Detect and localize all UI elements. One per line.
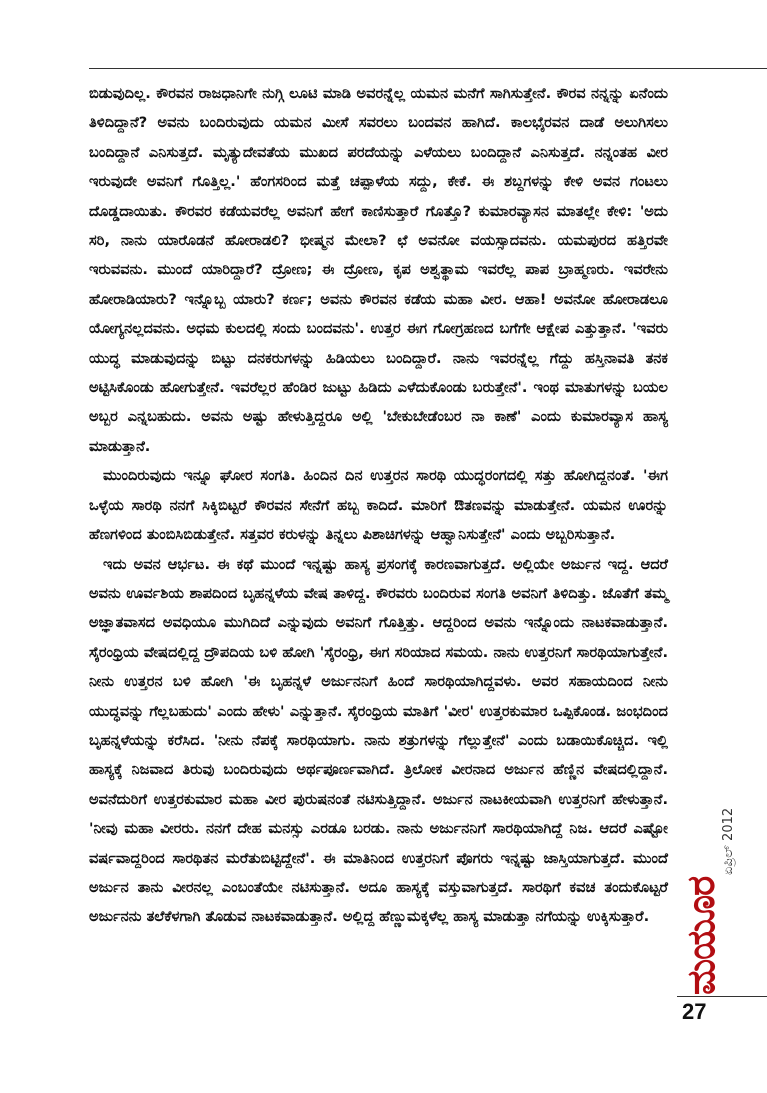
issue-date: ಏಪ್ರಿಲ್ 2012 [721, 807, 736, 875]
folio-rule [677, 996, 767, 997]
article-paragraph-2: ಮುಂದಿರುವುದು ಇನ್ನೂ ಘೋರ ಸಂಗತಿ. ಹಿಂದಿನ ದಿನ ಉತ್ತರನ ಸಾರಥಿ ಯುದ್ಧರಂಗದಲ್ಲಿ ಸತ್ತು ಹೋಗಿದ್ದನಂತೆ. 'ಈಗ ಒಳ್ಳೆಯ ಸಾರಥಿ ನನಗೆ ಸಿಕ್ಕಿಬಿಟ್ಟರೆ ಕೌರವನ ಸೇನೆಗೆ ಹಬ್ಬ ಕಾದಿದೆ. ಮಾರಿಗೆ ಔತಣವನ್ನು ಮಾಡುತ್ತೇನೆ. ಯಮನ ಊರನ್ನು ಹೆಣಗಳಿಂದ ತುಂಬಿಸಿಬಿಡುತ್ತೇನೆ. ಸತ್ತವರ ಕರುಳನ್ನು ತಿನ್ನಲು ಪಿಶಾಚಿಗಳನ್ನು ಆಹ್ವಾನಿಸುತ್ತೇನೆ' ಎಂದು ಅಬ್ಬರಿಸುತ್ತಾನೆ. [89, 467, 668, 544]
article-paragraph-1: ಬಿಡುವುದಿಲ್ಲ. ಕೌರವನ ರಾಜಧಾನಿಗೇ ನುಗ್ಗಿ ಲೂಟಿ ಮಾಡಿ ಅವರನ್ನೆಲ್ಲ ಯಮನ ಮನೆಗೆ ಸಾಗಿಸುತ್ತೇನೆ. ಕೌರವ ನನ್ನನ್ನು ಏನೆಂದು ತಿಳಿದಿದ್ದಾನೆ? ಅವನು ಬಂದಿರುವುದು ಯಮನ ಮೀಸೆ ಸವರಲು ಬಂದವನ ಹಾಗಿದೆ. ಕಾಲಭೈರವನ ದಾಡೆ ಅಲುಗಿಸಲು ಬಂದಿದ್ದಾನೆ ಎನಿಸುತ್ತದೆ. ಮೃತ್ಯುದೇವತೆಯ ಮುಖದ ಪರದೆಯನ್ನು ಎಳೆಯಲು ಬಂದಿದ್ದಾನೆ ಎನಿಸುತ್ತದೆ. ನನ್ನಂತಹ ವೀರ ಇರುವುದೇ ಅವನಿಗೆ ಗೊತ್ತಿಲ್ಲ.' ಹೆಂಗಸರಿಂದ ಮತ್ತೆ ಚಪ್ಪಾಳೆಯ ಸದ್ದು, ಕೇಕೆ. ಈ ಶಬ್ದಗಳನ್ನು ಕೇಳಿ ಅವನ ಗಂಟಲು ದೊಡ್ಡದಾಯಿತು. ಕೌರವರ ಕಡೆಯವರೆಲ್ಲ ಅವನಿಗೆ ಹೇಗೆ ಕಾಣಿಸುತ್ತಾರೆ ಗೊತ್ತೊ? ಕುಮಾರವ್ಯಾಸನ ಮಾತಲ್ಲೇ ಕೇಳಿ: 'ಅದು ಸರಿ, ನಾನು ಯಾರೊಡನೆ ಹೋರಾಡಲಿ? ಭೀಷ್ಮನ ಮೇಲಾ? ಛೆ ಅವನೋ ವಯಸ್ಸಾದವನು. ಯಮಪುರದ ಹತ್ತಿರವೇ ಇರುವವನು. ಮುಂದೆ ಯಾರಿದ್ದಾರೆ? ದ್ರೋಣ; ಈ ದ್ರೋಣ, ಕೃಪ ಅಶ್ವತ್ಥಾಮ ಇವರೆಲ್ಲ ಪಾಪ ಬ್ರಾಹ್ಮಣರು. ಇವರೇನು ಹೋರಾಡಿಯಾರು? ಇನ್ನೊಬ್ಬ ಯಾರು? ಕರ್ಣ; ಅವನು ಕೌರವನ ಕಡೆಯ ಮಹಾ ವೀರ. ಆಹಾ! ಅವನೋ ಹೋರಾಡಲೂ ಯೋಗ್ಯನಲ್ಲದವನು. ಅಧಮ ಕುಲದಲ್ಲಿ ಸಂದು ಬಂದವನು'. ಉತ್ತರ ಈಗ ಗೋಗ್ರಹಣದ ಬಗೆಗೇ ಆಕ್ಷೇಪ ಎತ್ತುತ್ತಾನೆ. 'ಇವರು ಯುದ್ಧ ಮಾಡುವುದನ್ನು ಬಿಟ್ಟು ದನಕರುಗಳನ್ನು ಹಿಡಿಯಲು ಬಂದಿದ್ದಾರೆ. ನಾನು ಇವರನ್ನೆಲ್ಲ ಗೆದ್ದು ಹಸ್ತಿನಾವತಿ ತನಕ ಅಟ್ಟಿಸಿಕೊಂಡು ಹೋಗುತ್ತೇನೆ. ಇವರೆಲ್ಲರ ಹೆಂಡಿರ ಜುಟ್ಟು ಹಿಡಿದು ಎಳೆದುಕೊಂಡು ಬರುತ್ತೇನೆ'. ಇಂಥ ಮಾತುಗಳನ್ನು ಬಯಲ ಅಬ್ಬರ ಎನ್ನಬಹುದು. ಅವನು ಅಷ್ಟು ಹೇಳುತ್ತಿದ್ದರೂ ಅಲ್ಲಿ 'ಬೇಕುಬೇಡೆಂಬರ ನಾ ಕಾಣೆ' ಎಂದು ಕುಮಾರವ್ಯಾಸ ಹಾಸ್ಯ ಮಾಡುತ್ತಾನೆ. [89, 85, 668, 455]
magazine-sidebar [679, 795, 736, 995]
article-body [89, 79, 668, 932]
magazine-title: ಮಯೂರ [679, 876, 723, 995]
top-rule [89, 68, 767, 69]
page-number: 27 [682, 999, 707, 1024]
article-paragraph-3: ಇದು ಅವನ ಆರ್ಭಟ. ಈ ಕಥೆ ಮುಂದೆ ಇನ್ನಷ್ಟು ಹಾಸ್ಯ ಪ್ರಸಂಗಕ್ಕೆ ಕಾರಣವಾಗುತ್ತದೆ. ಅಲ್ಲಿಯೇ ಅರ್ಜುನ ಇದ್ದ. ಆದರೆ ಅವನು ಊರ್ವಶಿಯ ಶಾಪದಿಂದ ಬೃಹನ್ನಳೆಯ ವೇಷ ತಾಳಿದ್ದ. ಕೌರವರು ಬಂದಿರುವ ಸಂಗತಿ ಅವನಿಗೆ ತಿಳಿದಿತ್ತು. ಜೊತೆಗೆ ತಮ್ಮ ಅಜ್ಞಾತವಾಸದ ಅವಧಿಯೂ ಮುಗಿದಿದೆ ಎನ್ನುವುದು ಅವನಿಗೆ ಗೊತ್ತಿತ್ತು. ಆದ್ದರಿಂದ ಅವನು ಇನ್ನೊಂದು ನಾಟಕವಾಡುತ್ತಾನೆ. ಸೈರಂಧ್ರಿಯ ವೇಷದಲ್ಲಿದ್ದ ದ್ರೌಪದಿಯ ಬಳಿ ಹೋಗಿ 'ಸೈರಂಧ್ರಿ, ಈಗ ಸರಿಯಾದ ಸಮಯ. ನಾನು ಉತ್ತರನಿಗೆ ಸಾರಥಿಯಾಗುತ್ತೇನೆ. ನೀನು ಉತ್ತರನ ಬಳಿ ಹೋಗಿ 'ಈ ಬೃಹನ್ನಳೆ ಅರ್ಜುನನಿಗೆ ಹಿಂದೆ ಸಾರಥಿಯಾಗಿದ್ದವಳು. ಅವರ ಸಹಾಯದಿಂದ ನೀನು ಯುದ್ಧವನ್ನು ಗೆಲ್ಲಬಹುದು' ಎಂದು ಹೇಳು' ಎನ್ನುತ್ತಾನೆ. ಸೈರಂಧ್ರಿಯ ಮಾತಿಗೆ 'ವೀರ' ಉತ್ತರಕುಮಾರ ಒಪ್ಪಿಕೊಂಡ. ಜಂಭದಿಂದ ಬೃಹನ್ನಳೆಯನ್ನು ಕರೆಸಿದ. 'ನೀನು ನೆಪಕ್ಕೆ ಸಾರಥಿಯಾಗು. ನಾನು ಶತ್ರುಗಳನ್ನು ಗೆಲ್ಲುತ್ತೇನೆ' ಎಂದು ಬಡಾಯಿಕೊಚ್ಚಿದ. ಇಲ್ಲಿ ಹಾಸ್ಯಕ್ಕೆ ನಿಜವಾದ ತಿರುವು ಬಂದಿರುವುದು ಅರ್ಥಪೂರ್ಣವಾಗಿದೆ. ತ್ರಿಲೋಕ ವೀರನಾದ ಅರ್ಜುನ ಹೆಣ್ಣಿನ ವೇಷದಲ್ಲಿದ್ದಾನೆ. ಅವನೆದುರಿಗೆ ಉತ್ತರಕುಮಾರ ಮಹಾ ವೀರ ಪುರುಷನಂತೆ ನಟಿಸುತ್ತಿದ್ದಾನೆ. ಅರ್ಜುನ ನಾಟಕೀಯವಾಗಿ ಉತ್ತರನಿಗೆ ಹೇಳುತ್ತಾನೆ. 'ನೀವು ಮಹಾ ವೀರರು. ನನಗೆ ದೇಹ ಮನಸ್ಸು ಎರಡೂ ಬರಡು. ನಾನು ಅರ್ಜುನನಿಗೆ ಸಾರಥಿಯಾಗಿದ್ದೆ ನಿಜ. ಆದರೆ ಎಷ್ಟೋ ವರ್ಷವಾದ್ದರಿಂದ ಸಾರಥಿತನ ಮರೆತುಬಿಟ್ಟಿದ್ದೇನೆ'. ಈ ಮಾತಿನಿಂದ ಉತ್ತರನಿಗೆ ಪೊಗರು ಇನ್ನಷ್ಟು ಜಾಸ್ತಿಯಾಗುತ್ತದೆ. ಮುಂದೆ ಅರ್ಜುನ ತಾನು ವೀರನಲ್ಲ ಎಂಬಂತೆಯೇ ನಟಿಸುತ್ತಾನೆ. ಅದೂ ಹಾಸ್ಯಕ್ಕೆ ವಸ್ತುವಾಗುತ್ತದೆ. ಸಾರಥಿಗೆ ಕವಚ ತಂದುಕೊಟ್ಟರೆ ಅರ್ಜುನನು ತಲೆಕೆಳಗಾಗಿ ತೊಡುವ ನಾಟಕವಾಡುತ್ತಾನೆ. ಅಲ್ಲಿದ್ದ ಹೆಣ್ಣುಮಕ್ಕಳೆಲ್ಲ ಹಾಸ್ಯ ಮಾಡುತ್ತಾ ನಗೆಯನ್ನು ಉಕ್ಕಿಸುತ್ತಾರೆ. [89, 555, 668, 926]
